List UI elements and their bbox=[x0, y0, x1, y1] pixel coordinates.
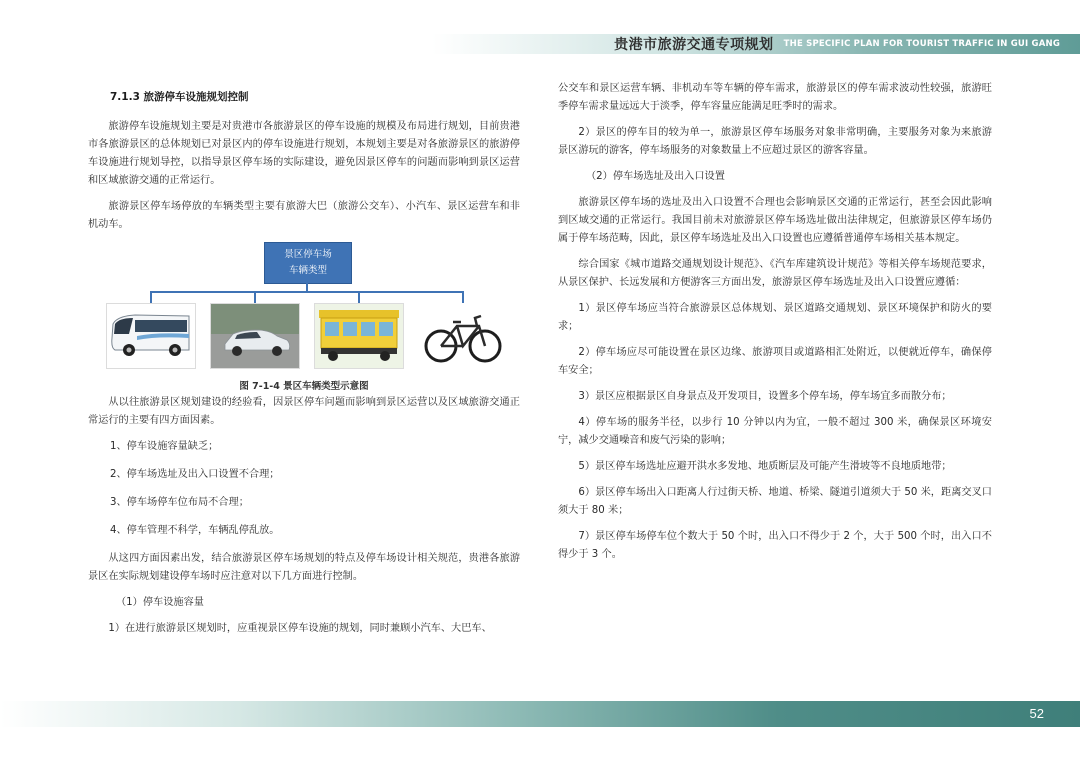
vehicle-type-figure bbox=[88, 242, 520, 390]
right-column bbox=[558, 80, 992, 572]
figure-connector bbox=[462, 291, 464, 303]
paragraph: 从这四方面因素出发，结合旅游景区停车场规划的特点及停车场设计相关规范，贵港各旅游景区在实际规划建设停车场时应注意对以下几方面进行控制。 bbox=[88, 553, 520, 582]
page-number: 52 bbox=[1029, 706, 1044, 721]
section-title: 7.1.3 旅游停车设施规划控制 bbox=[110, 91, 249, 103]
paragraph: 从以往旅游景区规划建设的经验看，因景区停车问题而影响到景区运营以及区域旅游交通正常运行的主要有四方面因素。 bbox=[88, 397, 520, 426]
left-column bbox=[88, 80, 520, 646]
list-item: 4、停车管理不科学，车辆乱停乱放。 bbox=[110, 525, 280, 536]
paragraph: 1）在进行旅游景区规划时，应重视景区停车设施的规划，同时兼顾小汽车、大巴车、 bbox=[108, 623, 492, 634]
subsection-heading: （2）停车场选址及出入口设置 bbox=[586, 171, 725, 182]
list-item: 4）停车场的服务半径，以步行 10 分钟以内为宜，一般不超过 300 米，确保景区环境安宁，减少交通噪音和废气污染的影响； bbox=[558, 417, 992, 446]
subsection-heading: （1）停车设施容量 bbox=[116, 597, 204, 608]
list-item: 3、停车场停车位布局不合理； bbox=[110, 497, 249, 508]
footer-band bbox=[0, 701, 1080, 727]
paragraph: 综合国家《城市道路交通规划设计规范》、《汽车库建筑设计规范》等相关停车场规范要求，从景区保护、长远发展和方便游客三方面出发，旅游景区停车场选址及出入口设置应遵循： bbox=[558, 259, 992, 288]
list-item: 1、停车设施容量缺乏； bbox=[110, 441, 219, 452]
list-item: 7）景区停车场停车位个数大于 50 个时，出入口不得少于 2 个，大于 500 个时，出入口不得少于 3 个。 bbox=[558, 531, 992, 560]
tour-bus-image bbox=[106, 303, 196, 369]
list-item: 2、停车场选址及出入口设置不合理； bbox=[110, 469, 280, 480]
figure-box-line1: 景区停车场 bbox=[284, 249, 332, 260]
figure-connector bbox=[254, 291, 256, 303]
paragraph: 公交车和景区运营车辆、非机动车等车辆的停车需求，旅游景区的停车需求波动性较强，旅游旺季停车需求量远远大于淡季，停车容量应能满足旺季时的需求。 bbox=[558, 83, 992, 112]
car-image bbox=[210, 303, 300, 369]
sightseeing-cart-image bbox=[314, 303, 404, 369]
list-item: 5）景区停车场选址应避开洪水多发地、地质断层及可能产生滑坡等不良地质地带； bbox=[578, 461, 952, 472]
paragraph: 旅游停车设施规划主要是对贵港市各旅游景区的停车设施的规模及布局进行规划，目前贵港市各旅游景区的总体规划已对景区内的停车设施进行规划，本规划主要是对各旅游景区的旅游停车设施进行规划导控，以指导景区停车场的实际建设，避免因景区停车的问题而影响到景区运营和区域旅游交通的正常运行。 bbox=[88, 121, 520, 186]
figure-box-line2: 车辆类型 bbox=[288, 265, 327, 276]
list-item: 1）景区停车场应当符合旅游景区总体规划、景区道路交通规划、景区环境保护和防火的要求； bbox=[558, 303, 992, 332]
list-item: 6）景区停车场出入口距离人行过街天桥、地道、桥梁、隧道引道须大于 50 米，距离交叉口须大于 80 米； bbox=[558, 487, 992, 516]
figure-connector bbox=[358, 291, 360, 303]
paragraph: 2）景区的停车目的较为单一，旅游景区停车场服务对象非常明确，主要服务对象为来旅游景区游玩的游客，停车场服务的对象数量上不应超过景区的游客容量。 bbox=[558, 127, 992, 156]
list-item: 3）景区应根据景区自身景点及开发项目，设置多个停车场，停车场宜多而散分布； bbox=[578, 391, 952, 402]
header-title bbox=[614, 34, 1060, 54]
figure-root-box bbox=[264, 242, 352, 284]
bicycle-image bbox=[418, 303, 508, 369]
paragraph: 旅游景区停车场停放的车辆类型主要有旅游大巴（旅游公交车）、小汽车、景区运营车和非机动车。 bbox=[88, 201, 520, 230]
header-title-cn: 贵港市旅游交通专项规划 bbox=[614, 37, 774, 53]
list-item: 2）停车场应尽可能设置在景区边缘、旅游项目或道路相汇处附近，以便就近停车，确保停车安全； bbox=[558, 347, 992, 376]
paragraph: 旅游景区停车场的选址及出入口设置不合理也会影响景区交通的正常运行，甚至会因此影响到区域交通的正常运行。我国目前未对旅游景区停车场选址做出法律规定，但旅游景区停车场仍属于停车场范畴，因此，景区停车场选址及出入口设置也应遵循普通停车场相关基本规定。 bbox=[558, 197, 992, 244]
figure-caption: 图 7-1-4 景区车辆类型示意图 bbox=[239, 381, 369, 392]
header-title-en: THE SPECIFIC PLAN FOR TOURIST TRAFFIC IN GUI GANG bbox=[783, 39, 1060, 49]
figure-connector bbox=[150, 291, 462, 293]
figure-connector bbox=[150, 291, 152, 303]
